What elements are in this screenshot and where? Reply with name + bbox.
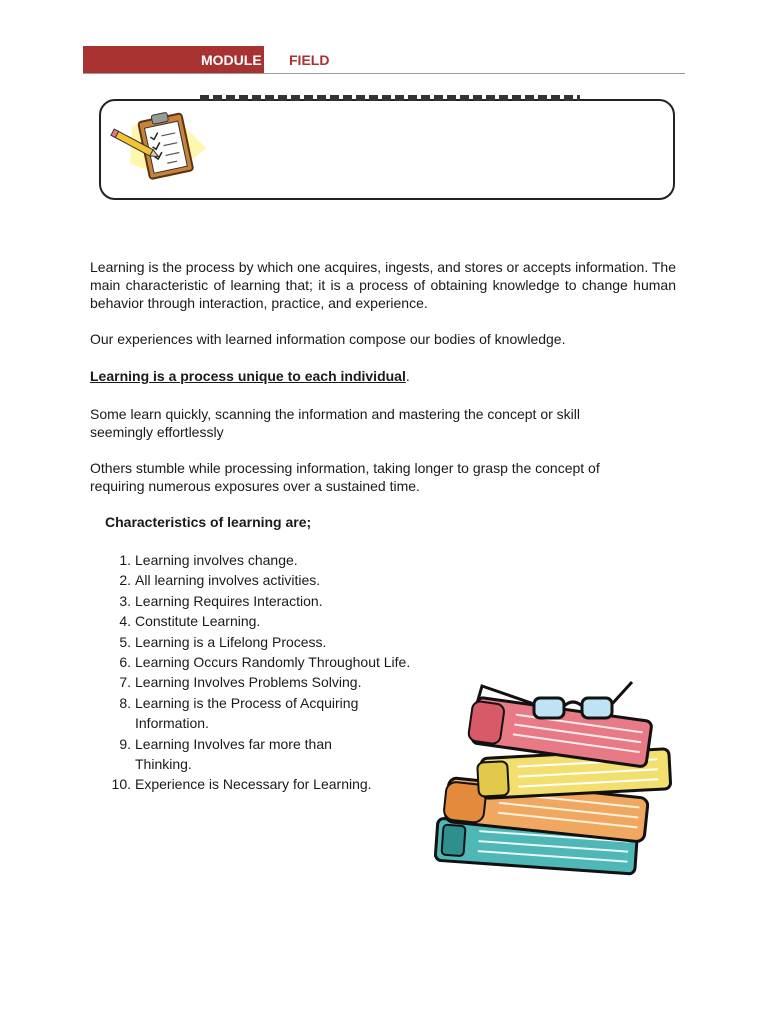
list-number: 6. bbox=[119, 654, 131, 671]
list-item bbox=[90, 774, 450, 794]
list-item bbox=[90, 550, 450, 570]
experiences-paragraph: Our experiences with learned information compose our bodies of knowledge. bbox=[90, 331, 566, 347]
list-item bbox=[90, 632, 450, 652]
list-item bbox=[90, 734, 375, 775]
slow-learners-paragraph: Others stumble while processing information, taking longer to grasp the concept of requiring numerous exposures over a sustained time. bbox=[90, 460, 600, 494]
list-text: Constitute Learning. bbox=[135, 613, 261, 630]
list-item bbox=[90, 611, 450, 631]
stack-of-books-with-glasses-icon bbox=[418, 676, 680, 890]
list-number: 7. bbox=[119, 674, 131, 691]
unique-heading: Learning is a process unique to each individual bbox=[90, 368, 406, 384]
clipboard-pencil-icon bbox=[110, 108, 210, 182]
characteristics-heading: Characteristics of learning are; bbox=[105, 514, 312, 530]
list-item bbox=[90, 591, 450, 611]
list-item bbox=[90, 672, 450, 692]
list-number: 1. bbox=[119, 552, 131, 568]
list-number: 9. bbox=[119, 735, 131, 752]
characteristics-list bbox=[90, 550, 450, 795]
list-text: All learning involves activities. bbox=[135, 572, 321, 589]
unique-paragraph bbox=[90, 367, 676, 385]
list-text: Experience is Necessary for Learning. bbox=[135, 776, 372, 793]
list-text: Learning Involves Problems Solving. bbox=[135, 674, 362, 691]
list-item bbox=[90, 570, 450, 590]
list-text: Learning Requires Interaction. bbox=[135, 592, 323, 609]
list-text: Learning Occurs Randomly Throughout Life. bbox=[135, 654, 411, 671]
list-text: Learning involves change. bbox=[135, 552, 298, 568]
quick-learners-paragraph: Some learn quickly, scanning the information and mastering the concept or skill seemingly effortlessly bbox=[90, 406, 580, 440]
list-item bbox=[90, 693, 395, 734]
list-number: 2. bbox=[119, 572, 131, 589]
intro-paragraph: Learning is the process by which one acquires, ingests, and stores or accepts information. The main characteristic of learning that; it is a process of obtaining knowledge to change human behavior through interaction, practice, and experience. bbox=[90, 259, 676, 311]
list-number: 4. bbox=[119, 613, 131, 630]
module-label: MODULE bbox=[201, 52, 262, 68]
header-rule bbox=[83, 73, 685, 74]
list-text: Learning is the Process of Acquiring Information. bbox=[135, 694, 359, 732]
unique-period: . bbox=[405, 368, 410, 384]
list-text: Learning is a Lifelong Process. bbox=[135, 633, 327, 650]
list-text: Learning Involves far more than Thinking. bbox=[135, 735, 332, 773]
list-number: 3. bbox=[119, 592, 131, 609]
topic-title-clipped bbox=[200, 95, 580, 101]
field-label: FIELD bbox=[289, 52, 330, 68]
list-item bbox=[90, 652, 450, 672]
list-number: 10. bbox=[111, 776, 131, 793]
list-number: 5. bbox=[119, 633, 131, 650]
list-number: 8. bbox=[119, 694, 131, 711]
